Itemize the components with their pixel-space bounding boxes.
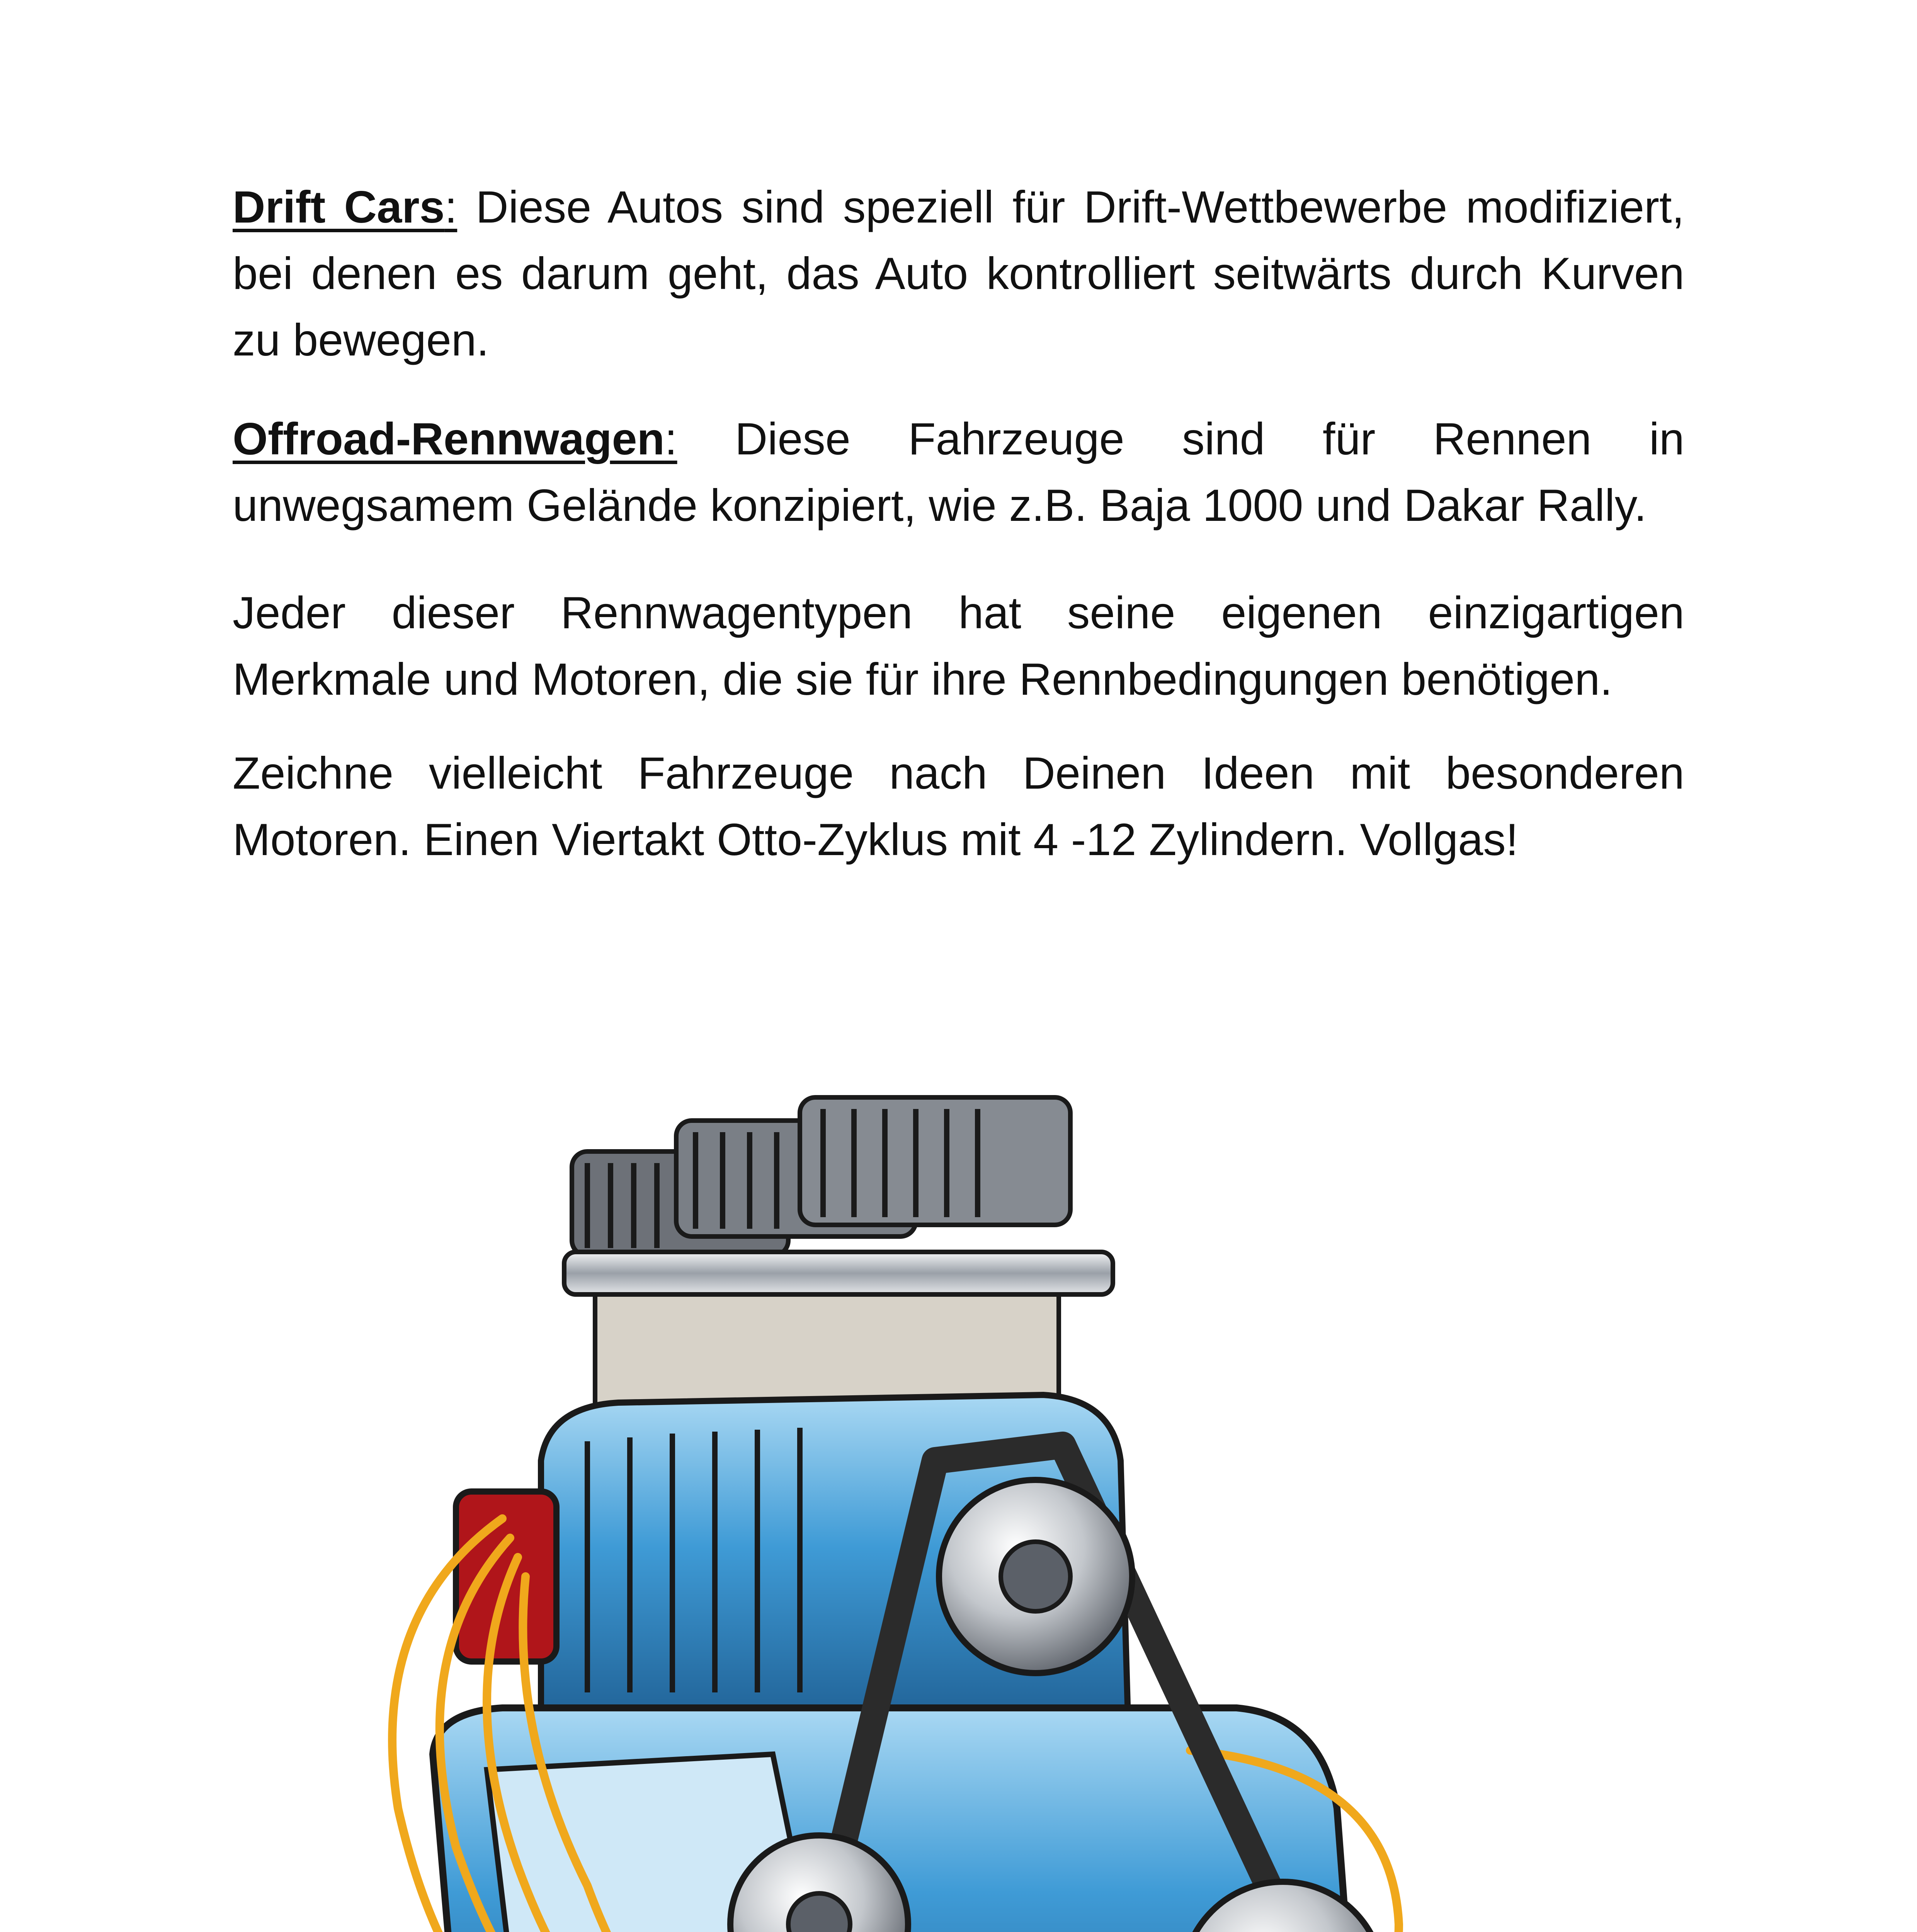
engine-illustration (270, 1074, 1584, 1932)
paragraph-drift-cars (233, 174, 1684, 373)
engine-svg (270, 1074, 1584, 1932)
paragraph-body: Diese Autos sind speziell für Drift-Wettbewerbe modifiziert, bei denen es darum geht, das Auto kontrolliert seitwärts durch Kurven zu bewegen. (233, 182, 1684, 365)
paragraph-body: Zeichne vielleicht Fahrzeuge nach Deinen Ideen mit besonderen Motoren. Einen Viertakt Otto-Zyklus mit 4 -12 Zylindern. Vollgas! (233, 748, 1684, 865)
paragraph-body: Jeder dieser Rennwagentypen hat seine eigenen einzigartigen Merkmale und Motoren, die sie für ihre Rennbedingungen benötigen. (233, 587, 1684, 704)
paragraph-rennwagentypen (233, 580, 1684, 713)
paragraph-offroad (233, 406, 1684, 539)
term-colon: : (665, 413, 677, 464)
carburetor-stacks (564, 1097, 1113, 1422)
paragraph-zeichne (233, 740, 1684, 873)
paragraph-body: Diese Fahrzeuge sind für Rennen in unwegsamem Gelände konzipiert, wie z.B. Baja 1000 und Dakar Rally. (233, 413, 1684, 531)
term-offroad-rennwagen: Offroad-Rennwagen (233, 413, 665, 464)
term-drift-cars: Drift Cars (233, 182, 445, 232)
term-colon: : (444, 182, 458, 232)
